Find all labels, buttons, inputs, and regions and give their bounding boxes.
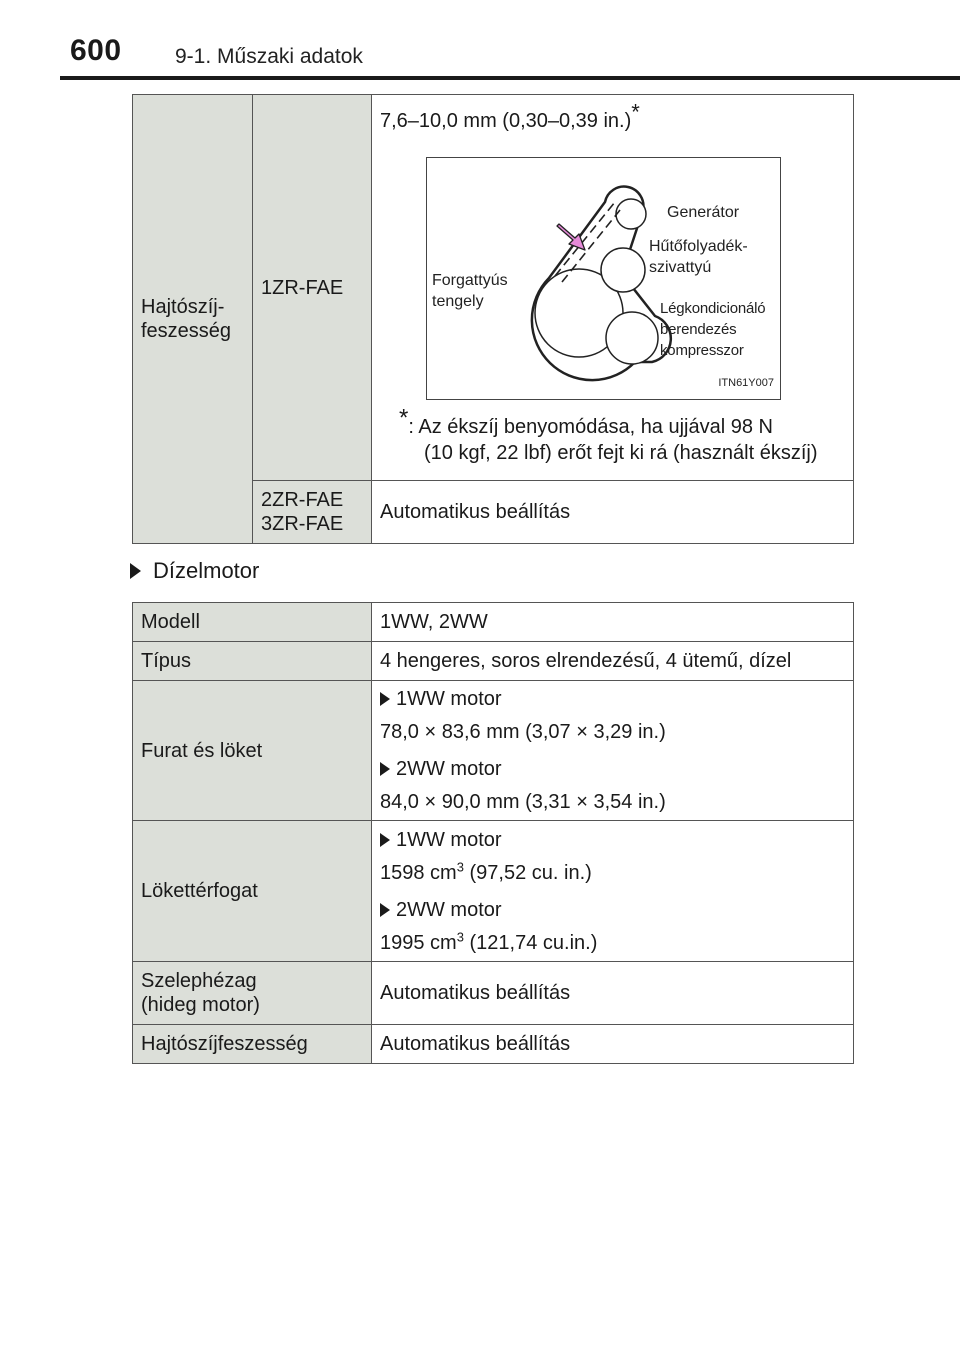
bore-stroke-cell xyxy=(372,681,854,821)
belt-tension-diesel-label: Hajtószíjfeszesség xyxy=(133,1025,372,1064)
type-label: Típus xyxy=(133,642,372,681)
triangle-bullet-icon xyxy=(380,833,390,847)
model-1zr-fae: 1ZR-FAE xyxy=(253,95,372,481)
bore-stroke-label: Furat és löket xyxy=(133,681,372,821)
page-header xyxy=(0,0,960,80)
valve-clearance-label: Szelephézag (hideg motor) xyxy=(133,962,372,1025)
type-value: 4 hengeres, soros elrendezésű, 4 ütemű, dízel xyxy=(372,642,854,681)
diesel-spec-table xyxy=(132,602,854,1064)
bore-1ww-value: 78,0 × 83,6 mm (3,07 × 3,29 in.) xyxy=(380,721,666,743)
section-title: 9-1. Műszaki adatok xyxy=(175,45,363,68)
displacement-label: Lökettérfogat xyxy=(133,821,372,962)
ac-compressor-pulley xyxy=(606,312,658,364)
disp-2ww-title: 2WW motor xyxy=(380,898,845,922)
page-number: 600 xyxy=(70,34,122,67)
disp-1ww-title: 1WW motor xyxy=(380,828,845,852)
asterisk-marker: * xyxy=(631,99,640,125)
valve-clearance-value: Automatikus beállítás xyxy=(372,962,854,1025)
crankshaft-label: Forgattyús tengely xyxy=(432,272,508,310)
displacement-cell xyxy=(372,821,854,962)
ac-compressor-label: Légkondicionáló berendezés kompresszor xyxy=(660,300,766,359)
header-rule xyxy=(60,76,960,80)
bore-1ww-title: 1WW motor xyxy=(380,687,845,711)
triangle-bullet-icon xyxy=(130,563,141,579)
footnote-marker: * xyxy=(399,404,409,432)
illustration-code: ITN61Y007 xyxy=(718,377,774,389)
triangle-bullet-icon xyxy=(380,903,390,917)
triangle-bullet-icon xyxy=(380,762,390,776)
generator-pulley xyxy=(616,199,646,229)
footnote-line-2: (10 kgf, 22 lbf) erőt fejt ki rá (használt ékszíj) xyxy=(424,442,818,464)
disp-1ww-value: 1598 $cm^3$ (97,52 cu. in.) xyxy=(380,858,592,884)
footnote-line-1: : Az ékszíj benyomódása, ha ujjával 98 N xyxy=(408,416,773,438)
coolant-pump-label: Hűtőfolyadék- szivattyú xyxy=(649,238,748,276)
coolant-pump-pulley xyxy=(601,248,645,292)
model-value: 1WW, 2WW xyxy=(372,603,854,642)
belt-tension-label: Hajtószíj- feszesség xyxy=(133,95,253,544)
diesel-heading: Dízelmotor xyxy=(130,558,259,584)
model-2zr-3zr-fae: 2ZR-FAE 3ZR-FAE xyxy=(253,481,372,544)
bore-2ww-title: 2WW motor xyxy=(380,757,845,781)
belt-diagram xyxy=(426,157,781,400)
belt-tension-diesel-value: Automatikus beállítás xyxy=(372,1025,854,1064)
gasoline-belt-table xyxy=(132,94,854,544)
belt-deflection-value: 7,6–10,0 mm (0,30–0,39 in.)* xyxy=(380,99,640,132)
bore-2ww-value: 84,0 × 90,0 mm (3,31 × 3,54 in.) xyxy=(380,791,666,813)
generator-label: Generátor xyxy=(667,204,740,221)
footnote xyxy=(399,404,853,466)
triangle-bullet-icon xyxy=(380,692,390,706)
disp-2ww-value: 1995 $cm^3$ (121,74 cu.in.) xyxy=(380,928,598,954)
model-label: Modell xyxy=(133,603,372,642)
auto-adjust-value: Automatikus beállítás xyxy=(372,481,854,544)
belt-tension-cell xyxy=(372,95,854,481)
